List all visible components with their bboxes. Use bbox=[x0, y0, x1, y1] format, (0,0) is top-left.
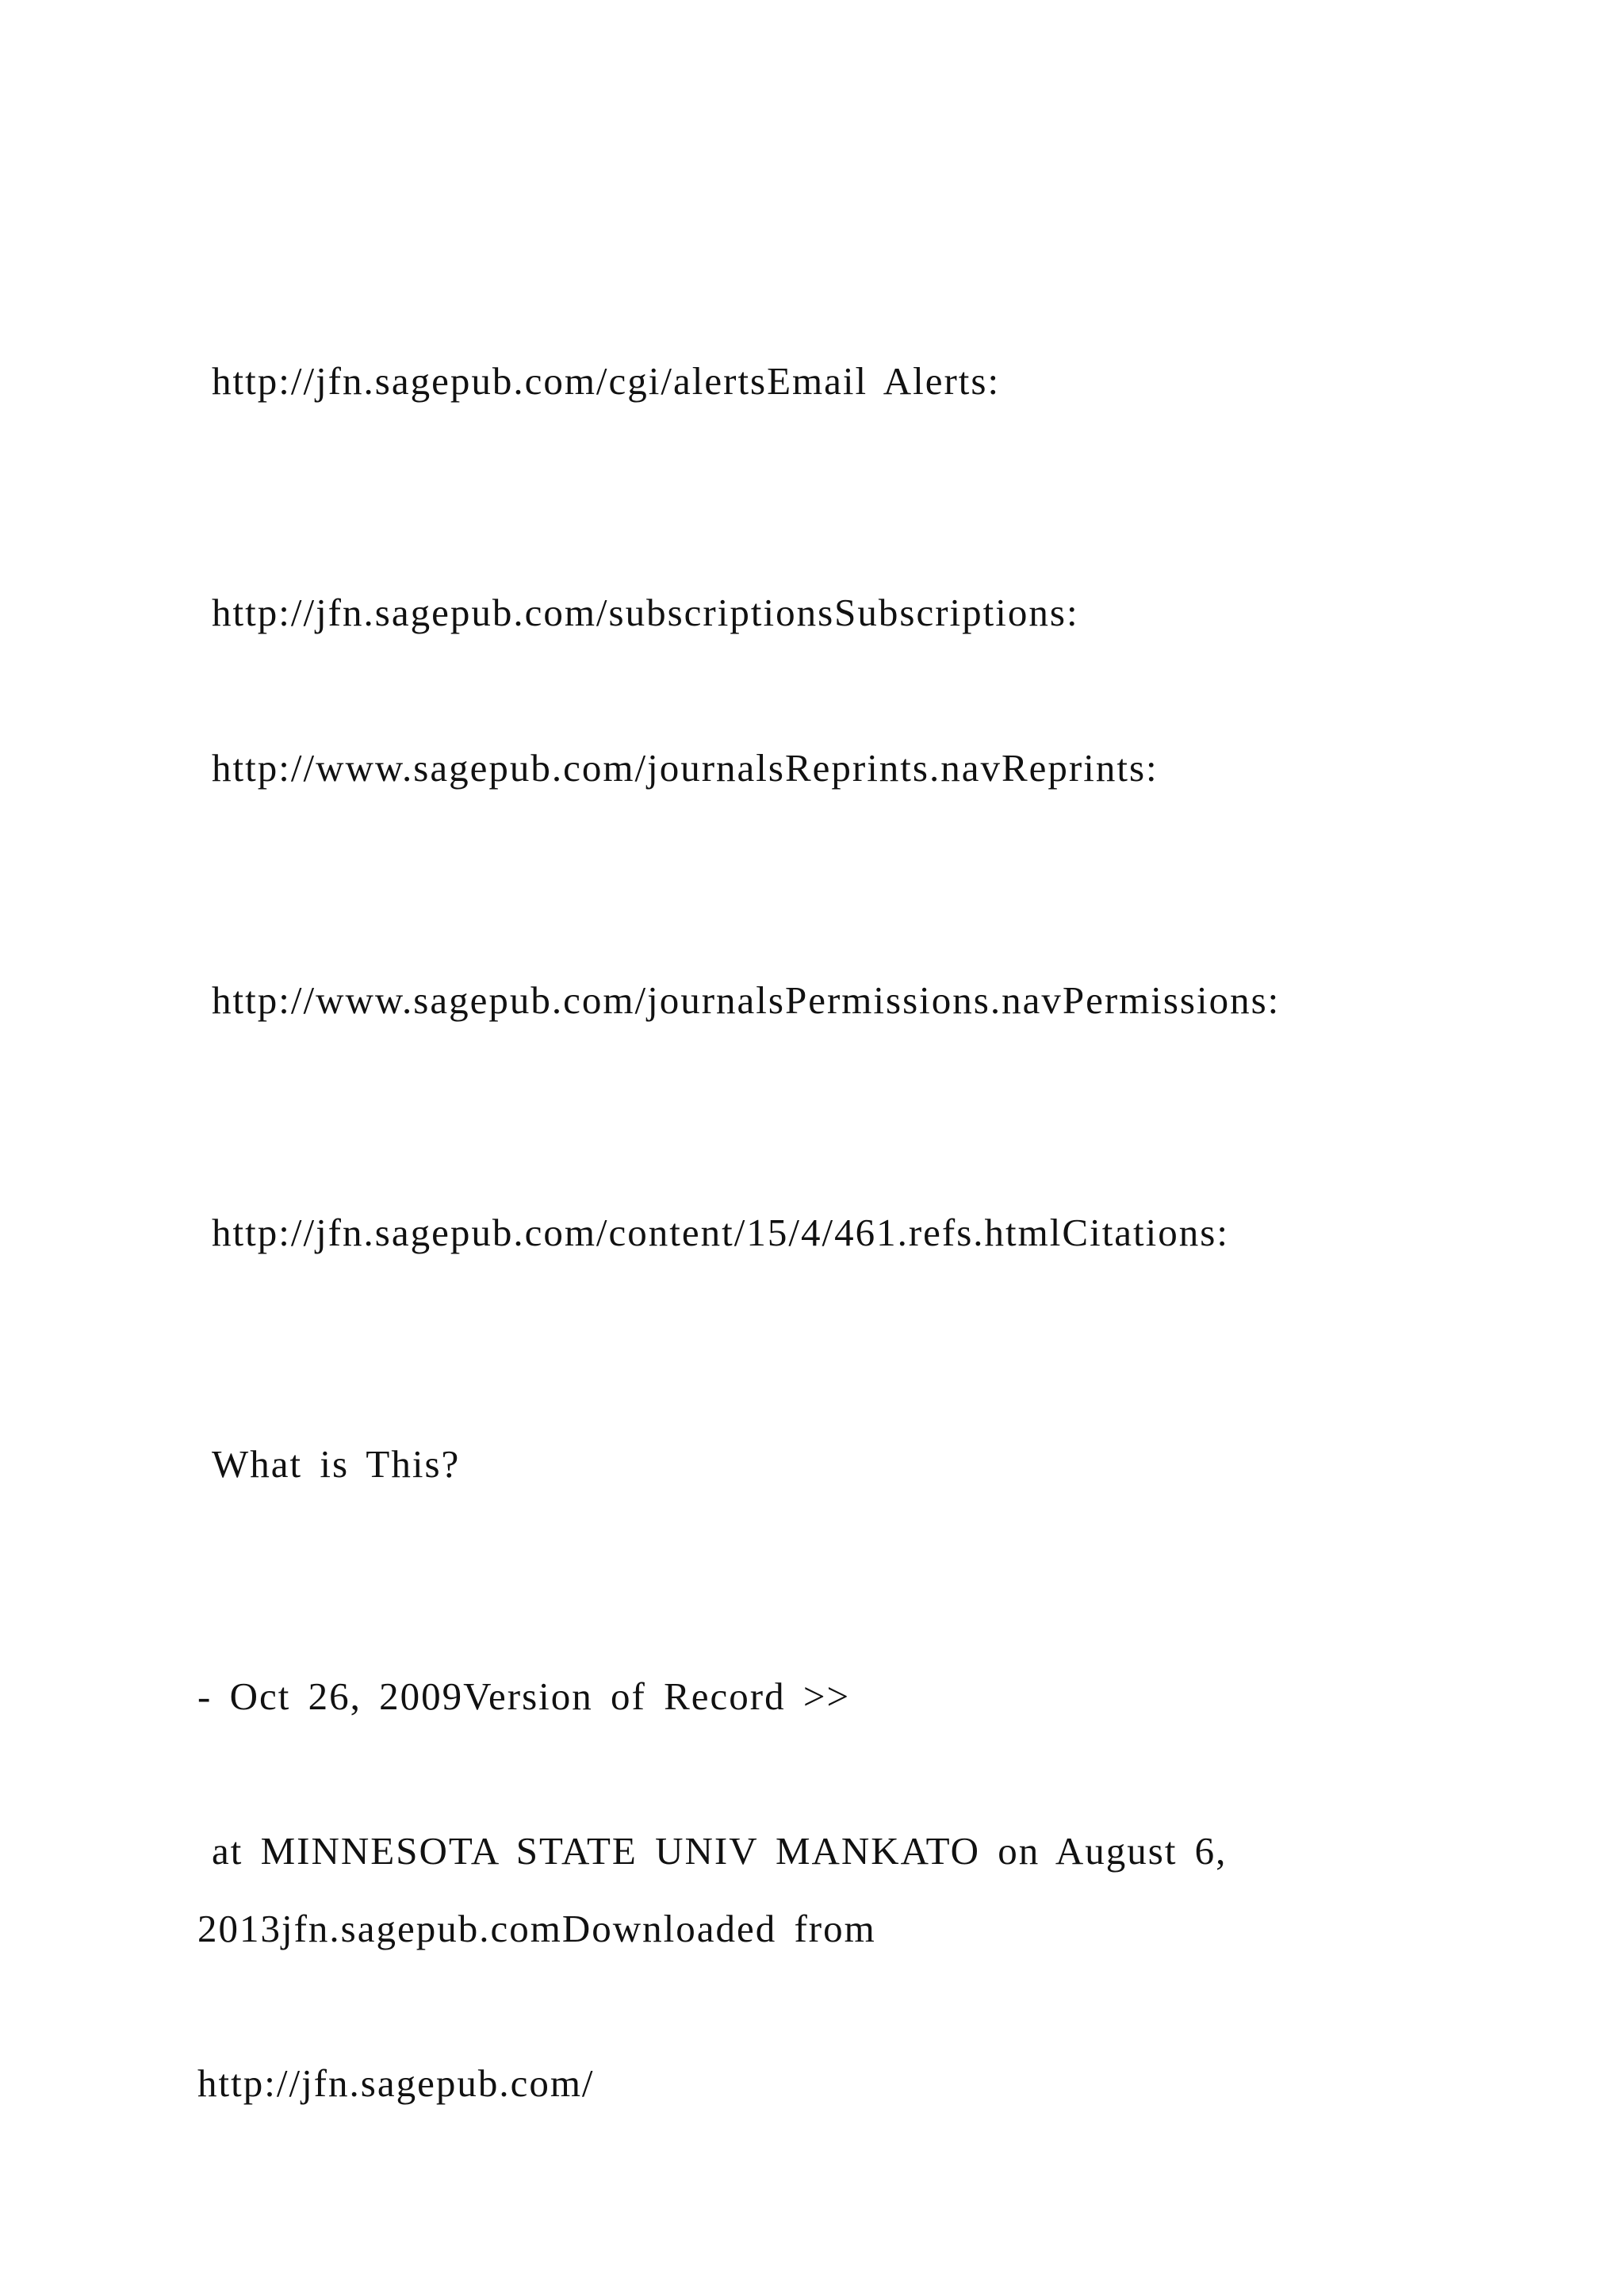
citations-line[interactable]: http://jfn.sagepub.com/content/15/4/461.refs.htmlCitations: bbox=[212, 1211, 1229, 1254]
email-alerts-line[interactable]: http://jfn.sagepub.com/cgi/alertsEmail Alerts: bbox=[212, 359, 1001, 403]
journal-home-link[interactable]: http://jfn.sagepub.com/ bbox=[197, 2061, 595, 2105]
what-is-this-link[interactable]: What is This? bbox=[212, 1442, 461, 1486]
version-of-record-line[interactable]: - Oct 26, 2009Version of Record >> bbox=[197, 1674, 851, 1718]
permissions-line[interactable]: http://www.sagepub.com/journalsPermissions.navPermissions: bbox=[212, 978, 1281, 1022]
download-source-line: 2013jfn.sagepub.comDownloaded from bbox=[197, 1907, 876, 1950]
download-institution-line: at MINNESOTA STATE UNIV MANKATO on August 6, bbox=[212, 1829, 1228, 1873]
reprints-line[interactable]: http://www.sagepub.com/journalsReprints.navReprints: bbox=[212, 746, 1159, 790]
subscriptions-line[interactable]: http://jfn.sagepub.com/subscriptionsSubscriptions: bbox=[212, 591, 1079, 634]
